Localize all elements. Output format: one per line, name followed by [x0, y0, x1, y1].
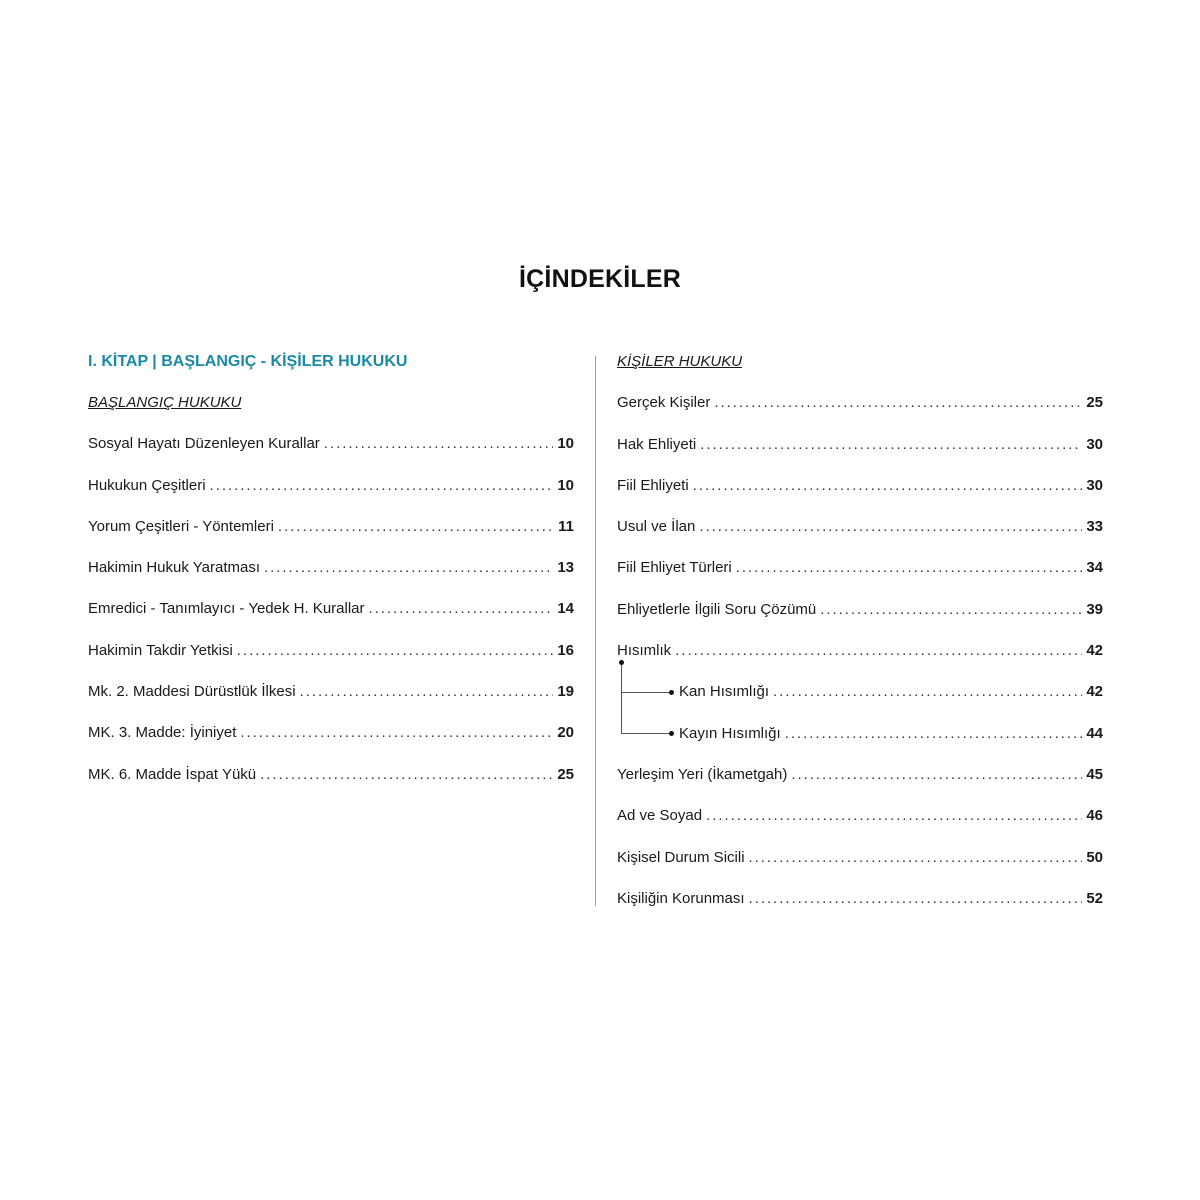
dot-leader [324, 434, 554, 454]
toc-entry [88, 434, 574, 454]
toc-entry-label: Hısımlık [617, 642, 672, 660]
dot-leader [785, 724, 1083, 744]
toc-entry-page: 10 [557, 476, 574, 494]
book-heading: I. KİTAP | BAŞLANGIÇ - KİŞİLER HUKUKU [88, 353, 408, 370]
toc-entry-label: Yorum Çeşitleri - Yöntemleri [88, 517, 274, 535]
toc-entry-label: MK. 6. Madde İspat Yükü [88, 765, 257, 783]
dot-leader [675, 641, 1082, 661]
toc-right-column [617, 348, 1103, 909]
dot-leader [749, 848, 1083, 868]
toc-entry-label: Kişisel Durum Sicili [617, 848, 745, 866]
toc-entry-page: 30 [1086, 435, 1103, 453]
toc-left-column [88, 348, 574, 785]
bullet-icon [669, 690, 674, 695]
toc-entry-page: 34 [1086, 559, 1103, 577]
toc-entry [617, 848, 1103, 868]
toc-entry-label: Gerçek Kişiler [617, 394, 711, 412]
toc-entry-page: 33 [1086, 518, 1103, 536]
bullet-icon [669, 731, 674, 736]
column-divider [595, 356, 596, 906]
bullet-icon [619, 660, 624, 665]
toc-entry-label: Hakimin Hukuk Yaratması [88, 559, 261, 577]
toc-subentry [617, 724, 1103, 744]
toc-subentry [617, 682, 1103, 702]
section-heading-baslangic: BAŞLANGIÇ HUKUKU [88, 394, 242, 411]
toc-entry [617, 806, 1103, 826]
toc-entry-page: 14 [557, 600, 574, 618]
toc-entry-label: MK. 3. Madde: İyiniyet [88, 724, 237, 742]
toc-entry-page: 11 [558, 517, 574, 535]
toc-entry-label: Usul ve İlan [617, 518, 696, 536]
toc-entry [617, 558, 1103, 578]
tree-branch-line [621, 733, 671, 734]
toc-entry [88, 723, 574, 743]
toc-entry [617, 641, 1103, 661]
toc-entry-page: 52 [1086, 889, 1103, 907]
tree-branch-line [621, 692, 671, 693]
toc-entry-page: 19 [557, 683, 574, 701]
dot-leader [773, 682, 1082, 702]
toc-entry-page: 13 [557, 559, 574, 577]
dot-leader [240, 723, 553, 743]
dot-leader [820, 600, 1082, 620]
toc-entry-label: Fiil Ehliyet Türleri [617, 559, 732, 577]
dot-leader [369, 599, 554, 619]
dot-leader [237, 641, 554, 661]
toc-entry [617, 517, 1103, 537]
toc-entry-page: 25 [557, 765, 574, 783]
toc-entry-page: 16 [557, 641, 574, 659]
toc-entry [617, 889, 1103, 909]
page-title: İÇİNDEKİLER [519, 265, 681, 293]
toc-entry-page: 45 [1086, 765, 1103, 783]
toc-entry-label: Mk. 2. Maddesi Dürüstlük İlkesi [88, 683, 296, 701]
toc-entry-label: Ehliyetlerle İlgili Soru Çözümü [617, 600, 817, 618]
dot-leader [699, 517, 1082, 537]
dot-leader [791, 765, 1082, 785]
toc-entry-label: Kişiliğin Korunması [617, 889, 745, 907]
dot-leader [700, 435, 1082, 455]
toc-entry [88, 558, 574, 578]
dot-leader [749, 889, 1083, 909]
toc-entry-page: 39 [1086, 600, 1103, 618]
toc-entry [617, 435, 1103, 455]
toc-entry-page: 44 [1086, 724, 1103, 742]
subentry-tree-connector [621, 664, 669, 734]
toc-entry-page: 10 [557, 435, 574, 453]
dot-leader [278, 517, 554, 537]
toc-entry [88, 765, 574, 785]
toc-entry-page: 46 [1086, 807, 1103, 825]
toc-entry [617, 765, 1103, 785]
toc-entry-label: Hak Ehliyeti [617, 435, 697, 453]
toc-entry-page: 42 [1086, 642, 1103, 660]
dot-leader [693, 476, 1083, 496]
toc-entry-label: Kayın Hısımlığı [679, 724, 781, 742]
toc-entry [617, 476, 1103, 496]
toc-entry-label: Ad ve Soyad [617, 807, 703, 825]
toc-entry [88, 599, 574, 619]
dot-leader [300, 682, 554, 702]
toc-entry-page: 42 [1086, 683, 1103, 701]
toc-entry-label: Yerleşim Yeri (İkametgah) [617, 765, 788, 783]
toc-entry [88, 641, 574, 661]
dot-leader [706, 806, 1082, 826]
dot-leader [260, 765, 553, 785]
toc-entry-label: Emredici - Tanımlayıcı - Yedek H. Kurallar [88, 600, 365, 618]
dot-leader [210, 476, 554, 496]
dot-leader [736, 558, 1083, 578]
toc-entry-page: 25 [1086, 394, 1103, 412]
tree-vertical-line [621, 664, 622, 733]
toc-entry-label: Sosyal Hayatı Düzenleyen Kurallar [88, 435, 320, 453]
toc-entry-label: Hakimin Takdir Yetkisi [88, 641, 233, 659]
section-heading-kisiler: KİŞİLER HUKUKU [617, 353, 743, 370]
toc-entry-page: 20 [557, 724, 574, 742]
toc-entry [617, 393, 1103, 413]
toc-entry [617, 600, 1103, 620]
toc-entry-page: 50 [1086, 848, 1103, 866]
toc-entry [88, 682, 574, 702]
dot-leader [264, 558, 553, 578]
toc-entry [88, 517, 574, 537]
toc-entry-label: Hukukun Çeşitleri [88, 476, 206, 494]
toc-entry-label: Kan Hısımlığı [679, 683, 770, 701]
dot-leader [714, 393, 1082, 413]
toc-entry-label: Fiil Ehliyeti [617, 476, 689, 494]
toc-entry-page: 30 [1086, 476, 1103, 494]
toc-entry [88, 476, 574, 496]
